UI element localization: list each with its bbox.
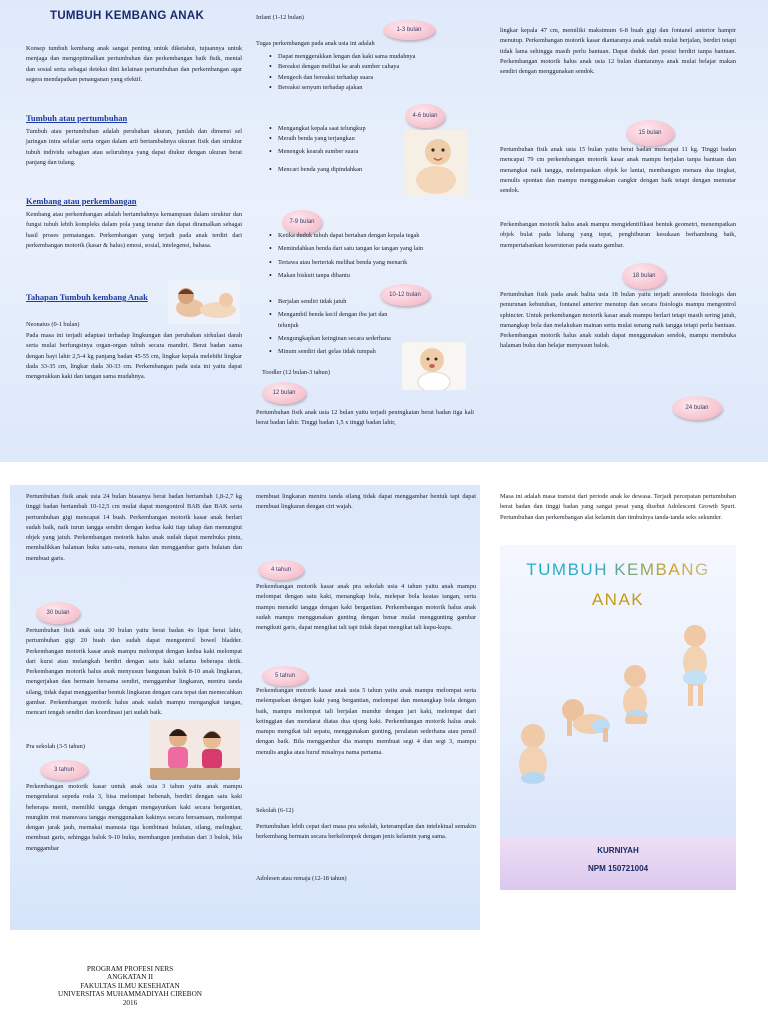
paragraph-15-bulan-halus: Perkembangan motorik halus anak mampu mengidentifikasi bentuk geometri, menempatkan objek bulat pada lubang yang tepat, penghiburan kesukaan berhambung baik, mempertahankan keseruteran pada suatu gambar. bbox=[500, 221, 736, 249]
sekolah-label: Sekolah (6-12) bbox=[256, 807, 294, 814]
footer-line: PROGRAM PROFESI NERS bbox=[86, 965, 174, 973]
neonatus-label: Neonatus (0-1 bulan) bbox=[26, 321, 80, 328]
page-title: TUMBUH KEMBANG ANAK bbox=[50, 10, 205, 22]
badge-18-bulan: 18 bulan bbox=[622, 263, 666, 289]
paragraph-sekolah: Pertumbuhan lebih cepat dari masa pra sekolah, keterampilan dan intelektual semakin berkembang bermain secara berkelompok dengan jenis kelamin yang sama. bbox=[256, 823, 476, 841]
paragraph-12-bulan-cont: lingkar kepala 47 cm, memiliki maksimum 6-8 buah gigi dan fontanel anterior hampir menutup. Perkembangan motorik kasar diantaranya anak sudah mulai berjalan, berdiri tetapi tidak lama sehingga masih perlu bantuan. Dapat duduk dari posisi berdiri tanpa bantuan. Perkembangan motorik halus anak usia 12 bulan diantaranya anak mulai belajar makan sendiri dengan menggunakan sendok. bbox=[500, 27, 736, 76]
paragraph-3-tahun-cont: membuat lingkaran meniru tanda silang tidak dapat menggambar bentuk tapi dapat membuat lingkaran dengan ciri wajah. bbox=[256, 493, 476, 511]
author-npm: NPM 150721004 bbox=[587, 864, 649, 873]
baby-growth-sequence bbox=[505, 618, 731, 840]
list-item: • Meraih benda yang terjangkau bbox=[278, 134, 396, 144]
paragraph-3-tahun: Perkembangan motorik kasar untuk anak usia 3 tahun yaitu anak mampu mengendarai sepeda roda 3, bisa melompat bebenah, berdiri dengan satu kaki beberapa menit, memiliki tangga dengan mengayunkan kaki secara bergantian, mungkin rest manuvara tangga menggunakan kakinya secara bersamaan, melompat dengan jarak jauh, memakai manusia tiga kombinasi bulatan, silang, melingkar, membuat garis, sehingga balok 9-10 buku, membangun jembatan dari 3 bulok, bila menggambar bbox=[26, 783, 242, 852]
list-7-9-bulan bbox=[268, 231, 484, 281]
cover-title-line1: TUMBUH KEMBANG bbox=[505, 560, 731, 580]
badge-3-tahun: 3 tahun bbox=[40, 760, 88, 780]
list-item: • Mencari benda yang dipindahkan bbox=[278, 165, 396, 175]
badge-1-3-bulan: 1-3 bulan bbox=[383, 20, 435, 40]
paragraph-15-bulan: Pertumbuhan fisik anak usia 15 bulan yaitu berat badan mencapai 11 kg. Tinggi badan mencapai 79 cm perkembangan motorik kasar anak mampu berjalan tanpa bantuan dan menangkai naik tangga, melempaskan objek ke lantai, membangun menara dua tingkat, menulis spontan dan mampu menggunakan cangkir dengan baik tetapi dengan memutar sendok. bbox=[500, 146, 736, 195]
badge-7-9-bulan: 7-9 bulan bbox=[282, 210, 322, 234]
list-item: • Ketika duduk tubuh dapat bertahan dengan kepala tegak bbox=[278, 231, 484, 241]
tugas-intro: Tugas perkembangan pada anak usia ini adalah bbox=[256, 40, 375, 47]
list-4-6-bulan bbox=[268, 124, 396, 175]
prasekolah-label: Pra sekolah (3-5 tahun) bbox=[26, 743, 85, 750]
footer-line: FAKULTAS ILMU KESEHATAN bbox=[80, 981, 180, 990]
intro-paragraph: Konsep tumbuh kembang anak sangat penting untuk diketahui, tujuannya untuk menjaga dan mengoptimalkan pertumbuhan dan perkembangan baik fisik, mental dan sosial serta sebagai deteksi dini kelainan pertumbuhan dan perkembangan agar segera mendapatkan penanganan yang efektif. bbox=[26, 45, 242, 83]
footer-line: UNIVERSITAS MUHAMMADIYAH CIREBON bbox=[58, 990, 202, 999]
author-name: KURNIYAH bbox=[597, 846, 639, 855]
paragraph-30-bulan: Pertumbuhan fisik anak usia 30 bulan yaitu berat badan 4x lipat berat lahir, pertumbuhan gigi 20 buah dan sudah dapat mengontrol bowel bladder. Perkembangan motorik kasar anak mampu melompat dengan kedua kaki melompat dari kursi atau melangkah berdiri dengan satu kaki selama beberapa detik. Perkembangan motorik halus anak menyusun bangunan balok 8-10 anak lingkaran, mengerjakan dan bermain bersama sendiri, menggambar lingkaran, meniru tanda silang, tidak dapat menggambar bentuk lingkaran dengan cara tepat dan memecahkan gambar. Perkembangan motorik halus anak sudah mampu mengangkat tangan, mencari tengah sendiri dan koordinasi jari sudah baik. bbox=[26, 627, 242, 717]
paragraph-18-bulan: Pertumbuhan fisik pada anak balita usia 18 bulan yaitu terjadi anoreksia fisiologis dan penurunan kebutuhan, fontanel anterior menutup dan secara fisiologis mampu mengontrol sphincter. Untuk perkembangan motorik kasar anak mampu berlari tetapi masih sering jatuh, menangkap bola dan melakukan mainan serta mulai senang naik tangga tetapi perlu bantuan. Perkembangan motorik halus anak sudah dapat menggunakan sendok, mampu membuka halaman buku dan belajar menyusun balok. bbox=[500, 291, 736, 350]
list-1-3-bulan bbox=[268, 52, 484, 93]
list-item: • Memindahkan benda dari satu tangan ke tangan yang lain bbox=[278, 244, 484, 254]
badge-5-tahun: 5 tahun bbox=[262, 666, 308, 686]
list-item: • Menengok kearah sumber suara bbox=[278, 147, 396, 157]
paragraph-24-bulan: Pertumbuhan fisik anak usia 24 bulan biasanya berat badan bertambah 1,8-2,7 kg tinggi badan bertambah 10-12,5 cm mulai dapat mengontrol BAB dan BAK serta pertumbuhan gigi mencapai 14 buah. Perkembangan motorik kasar anak berlari sudah baik, naik turun tangga sendiri dengan kedua kaki tiap tahap dan menungtut objek yang jatuh. Perkembangan motorik halus anak sudah dapat membuka pintu, membalikkan halaman buku satu-satu, menara dan menggambar garis bulatan dan membuat garis. bbox=[26, 493, 242, 562]
list-item: • Mengeoh dan bereaksi terhadap suara bbox=[278, 73, 484, 83]
cover-title-line2: ANAK bbox=[591, 590, 645, 609]
badge-4-tahun: 4 tahun bbox=[258, 560, 304, 580]
list-item: • Minum sendiri dari gelas tidak tumpah bbox=[278, 347, 408, 357]
list-item: • Mengungkapkan keinginan secara sederhana bbox=[278, 334, 408, 344]
list-item: • Bereaksi senyum terhadap ajakan bbox=[278, 83, 484, 93]
badge-12-bulan: 12 bulan bbox=[262, 382, 306, 404]
baby-photo-4-6 bbox=[404, 130, 468, 196]
remaja-label: Adolesen atau remaja (12-18 tahun) bbox=[256, 875, 347, 882]
footer-line: ANGKATAN II bbox=[107, 973, 153, 982]
paragraph-remaja: Masa ini adalah masa transisi dari periode anak ke dewasa. Terjadi percepatan pertumbuhan berat badan dan tinggi badan yang sangat pesat yang disebut Adolescent Growth Spurt. Pertumbuhan dan perkembangan alat kelamin dan timbulnya tanda-tanda seks sekunder. bbox=[500, 493, 736, 521]
heading-tumbuh: Tumbuh atau pertumbuhan bbox=[26, 113, 128, 123]
list-item: • Tertawa atau berteriak melihat benda yang menarik bbox=[278, 258, 484, 268]
footer-line: 2016 bbox=[122, 998, 138, 1007]
list-item: • Bereaksi dengan melihat ke arah sumber cahaya bbox=[278, 62, 484, 72]
paragraph-tumbuh: Tumbuh atau pertumbuhan adalah perubahan ukuran, jumlah dan dimensi sel jaringan intra selular serta organ dalam arti bertambahnya ukuran fisik dan struktur tubuh individu sebagian atau seluruhnya yang dapat diukur dengan ukuran berat panjang dan tulang. bbox=[26, 128, 242, 166]
footer-institution bbox=[20, 965, 240, 1007]
list-item: • Mengambil benda kecil dengan ibu jari dan telunjuk bbox=[278, 310, 408, 331]
mother-baby-photo bbox=[168, 280, 240, 324]
list-item: • Makan biskuit tanpa dibantu bbox=[278, 271, 484, 281]
badge-15-bulan: 15 bulan bbox=[626, 120, 674, 146]
toddler-label: Toodler (12 bulan-3 tahun) bbox=[262, 369, 330, 376]
paragraph-4-tahun: Perkembangan motorik kasar anak pra sekolah usia 4 tahun yaitu anak mampu melompat dengan satu kaki, menangkap bola, melepar bola keatas tangan, serta mampu menaiki tangga dengan kaki bergantian. Perkembangan motorik halus anak sudah mampu menggunakan gunting dengan benar mulai menggunting gambar mengikuti garis, dapat mengikat tali tapi tidak dapat mengikat tali kupu-kupu. bbox=[256, 583, 476, 632]
badge-4-6-bulan: 4-6 bulan bbox=[405, 104, 445, 128]
paragraph-5-tahun: Perkembangan motorik kasar anak usia 5 tahun yaitu anak mampu melompat serta melemparkan dengan kaki yang bergantian, melompat dan menangkap bola dengan baik, mampu melompat tali berjalan mundur dengan jari kaki, melompat dari ketinggian dan mendarat diatas dua ujung kaki. Perkembangan motorik halus anak mampu mengikat tali sepatu, menggunakan gunting, peralatan sederhana atau pensil dengan baik. Bila menggambar dia mampu membuat segi 4 dan segi 3, mampu menulis angka atau huruf misalnya nama pertama. bbox=[256, 687, 476, 756]
paragraph-kembang: Kembang atau perkembangan adalah bertambahnya kemampuan dalam struktur dan fungsi tubuh lebih kompleks dalam pola yang teratur dan dapat diramalkan sebagai hasil proses pematangan. Perkembangan yang terjadi pada anak terdiri dari perkembangan motorik (kasar & halus) emosi, sosial, intelegensi, bahasa. bbox=[26, 211, 242, 249]
badge-24-bulan: 24 bulan bbox=[672, 396, 722, 420]
list-10-12-bulan bbox=[268, 297, 408, 357]
badge-30-bulan: 30 bulan bbox=[36, 602, 80, 624]
heading-kembang: Kembang atau perkembangan bbox=[26, 196, 137, 206]
badge-10-12-bulan: 10-12 bulan bbox=[380, 284, 430, 306]
heading-tahapan: Tahapan Tumbuh kembang Anak bbox=[26, 292, 148, 302]
baby-photo-10-12 bbox=[402, 342, 466, 390]
list-item: • Dapat menggerakkan lengan dan kaki sama mudahnya bbox=[278, 52, 484, 62]
paragraph-neonatus: Pada masa ini terjadi adaptasi terhadap lingkungan dan perubahan sirkulasi darah serta mulai berfungsinya organ-organ tubuh secara mandiri. Berat badan sama dengan bayi lahir 2,5-4 kg panjang badan 45-55 cm, lingkar kepala melebihi lingkar dada 33-35 cm, lingkar dada 30-33 cm. Perkembangan pada usia ini yaitu dapat mengerakkan kaki dan tangan sama mudahnya. bbox=[26, 332, 242, 381]
list-item: • Berjalan sendiri tidak jatuh bbox=[278, 297, 408, 307]
paragraph-12-bulan: Pertumbuhan fisik anak usia 12 bulan yaitu terjadi peningkatan berat badan tiga kali berat badan lahir. Tinggi badan 1,5 x tinggi badan lahir, bbox=[256, 409, 474, 427]
children-photo bbox=[150, 720, 240, 780]
list-item: • Mengangkat kepala saat telungkup bbox=[278, 124, 396, 134]
infant-label: Infant (1-12 bulan) bbox=[256, 14, 304, 21]
